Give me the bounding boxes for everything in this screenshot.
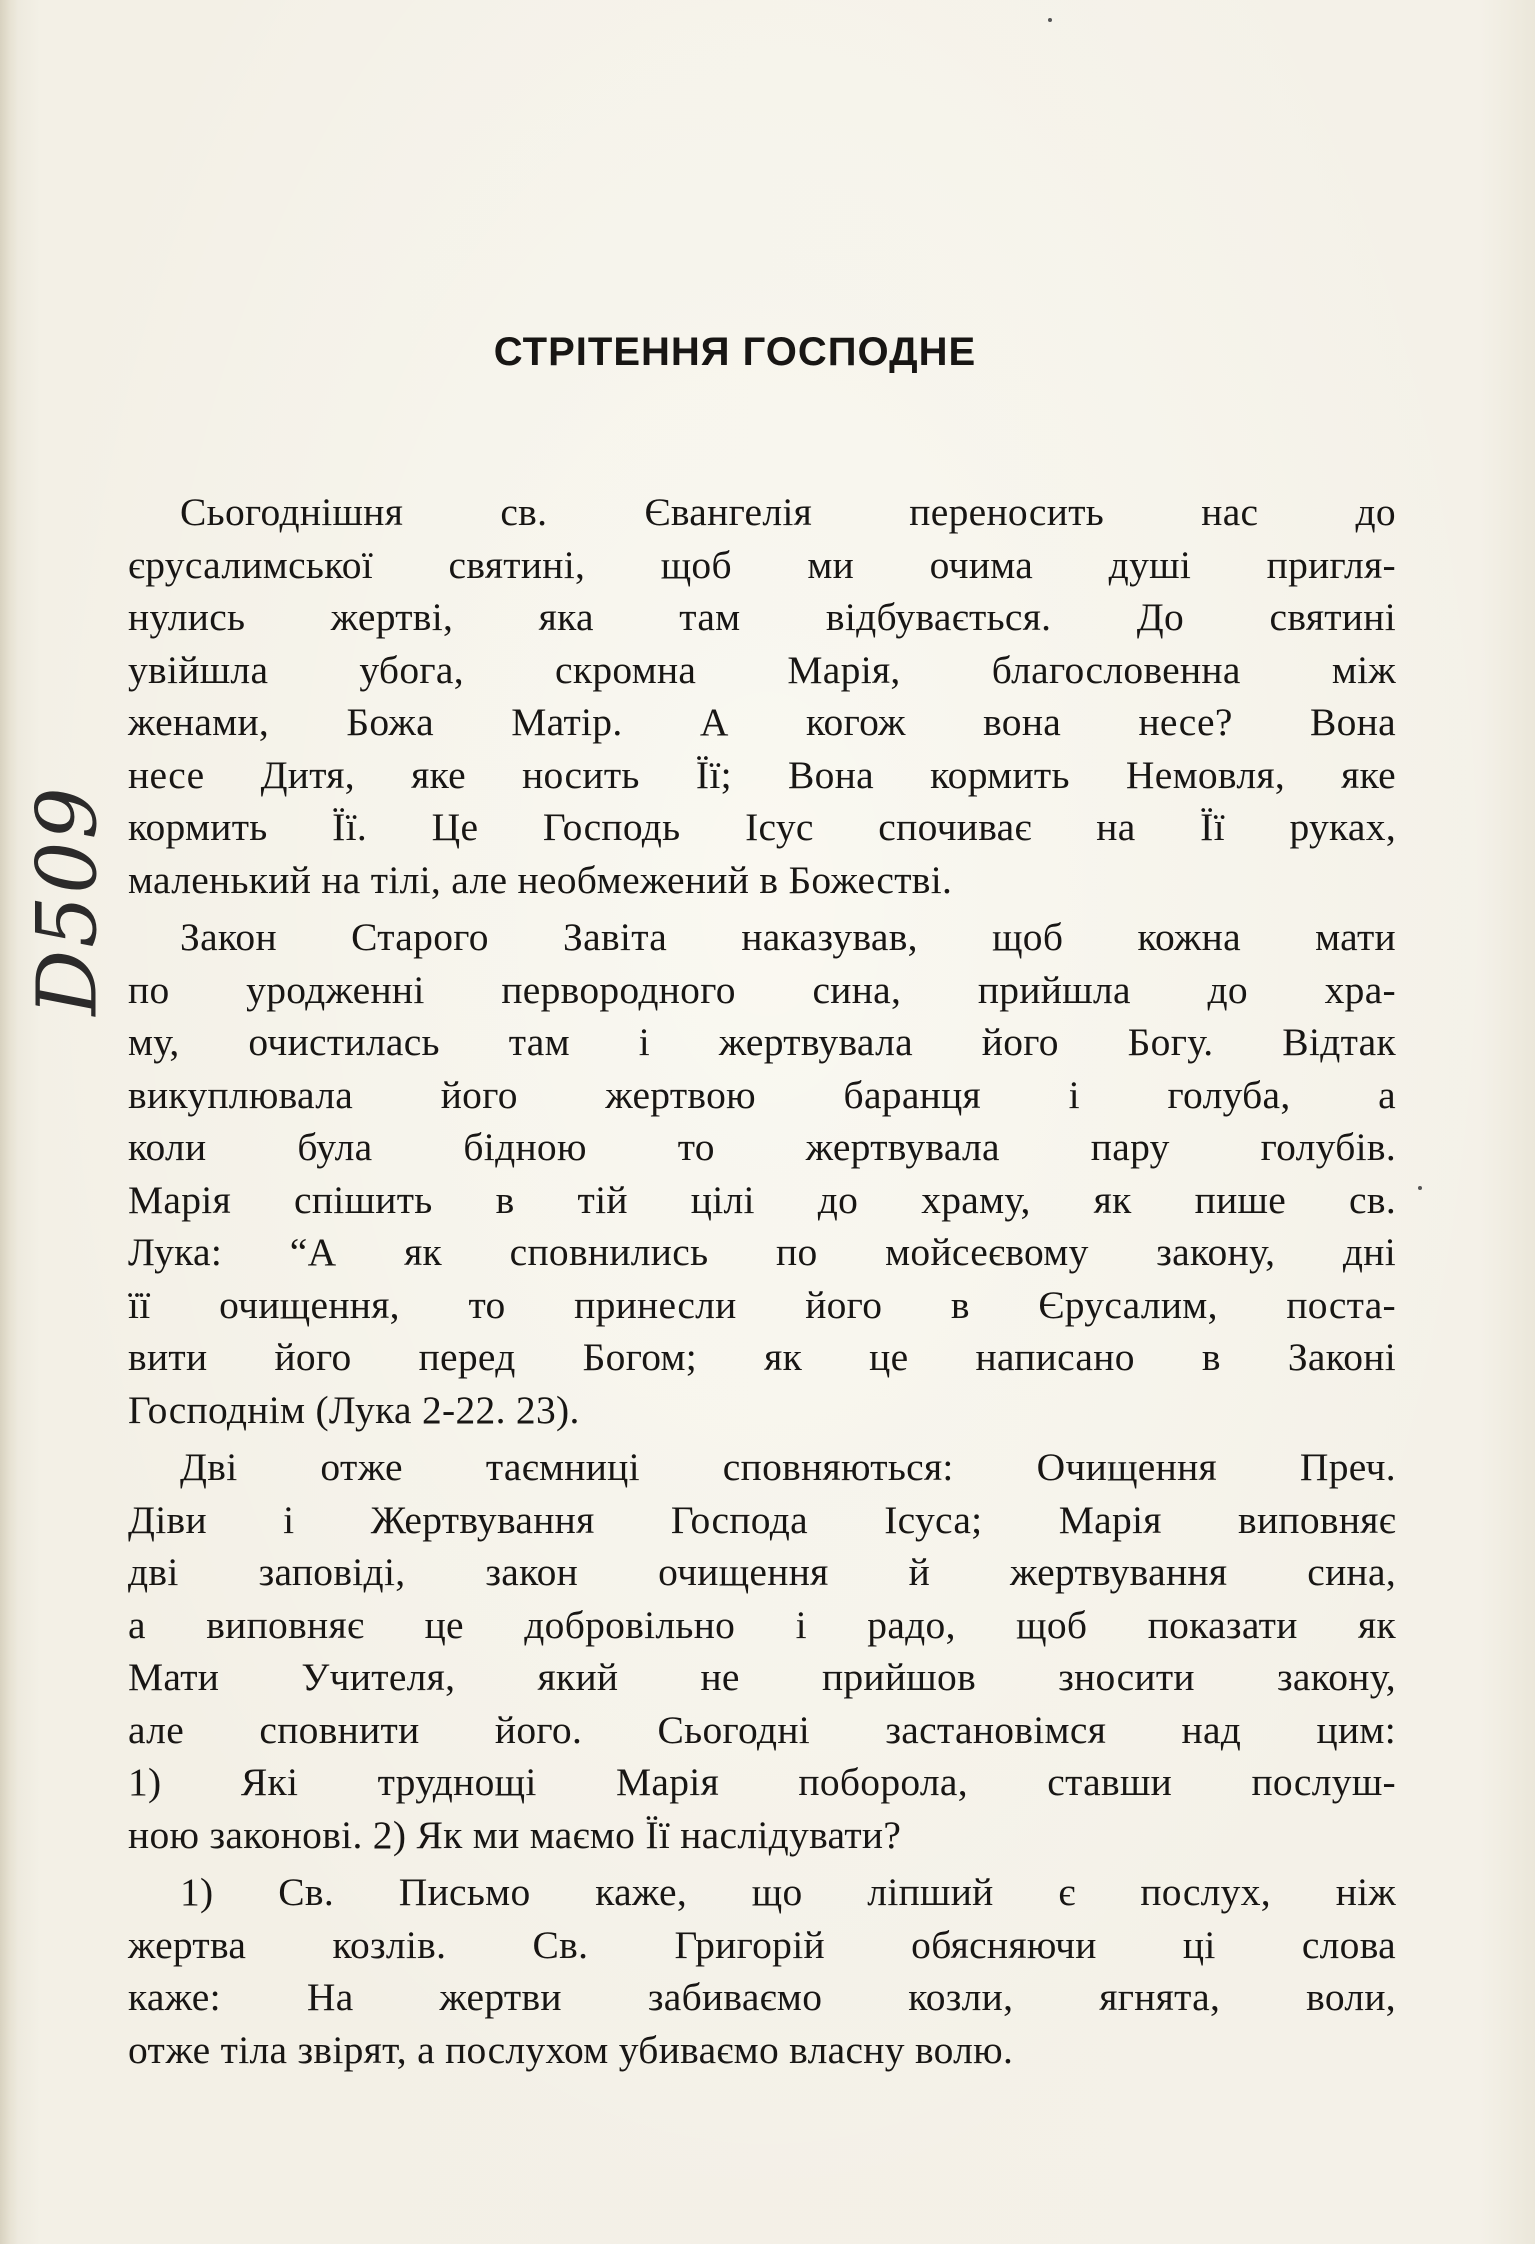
text-line: Закон Старого Завіта наказував, щоб кожна мати <box>180 915 1396 959</box>
paragraph <box>128 1866 1396 2076</box>
text-line: по уродженні первородного сина, прийшла до хра- <box>128 967 1396 1012</box>
text-line: нулись жертві, яка там відбувається. До святині <box>128 595 1396 639</box>
margin-note-text: D509 <box>20 784 116 1016</box>
text-line: коли була бідною то жертвувала пару голубів. <box>128 1125 1396 1169</box>
text-line: Мати Учителя, який не прийшов зносити закону, <box>128 1655 1396 1699</box>
text-line: викуплювала його жертвою баранця і голуба, а <box>128 1072 1396 1117</box>
text-line: Діви і Жертвування Господа Ісуса; Марія виповняє <box>128 1497 1396 1542</box>
text-line: дві заповіді, закон очищення й жертвування сина, <box>128 1550 1396 1594</box>
handwritten-margin-note <box>18 740 118 1060</box>
text-line: але сповнити його. Сьогодні застановімся над цим: <box>128 1707 1396 1752</box>
text-line: Сьогоднішня св. Євангелія переносить нас до <box>180 490 1396 534</box>
page-title: СТРІТЕННЯ ГОСПОДНЕ <box>493 330 977 374</box>
text-line: отже тіла звірят, а послухом убиваємо власну волю. <box>128 2027 1014 2072</box>
text-line: а виповняє це добровільно і радо, щоб показати як <box>128 1602 1396 1647</box>
text-line: несе Дитя, яке носить Її; Вона кормить Немовля, яке <box>128 752 1396 797</box>
speck <box>1418 1186 1422 1190</box>
text-line: 1) Св. Письмо каже, що ліпший є послух, ніж <box>180 1870 1396 1914</box>
text-line: її очищення, то принесли його в Єрусалим, поста- <box>128 1282 1396 1327</box>
text-line: 1) Які труднощі Марія поборола, ставши послуш- <box>128 1760 1396 1804</box>
paragraph <box>128 486 1396 906</box>
text-line: ною законові. 2) Як ми маємо Її наслідувати? <box>128 1812 902 1857</box>
document-body <box>128 486 1396 2081</box>
text-line: кормить Її. Це Господь Ісус спочиває на Її руках, <box>128 805 1396 849</box>
speck <box>1048 18 1052 22</box>
text-line: Марія спішить в тій цілі до храму, як пише св. <box>128 1177 1396 1222</box>
text-line: му, очистилась там і жертвувала його Богу. Відтак <box>128 1020 1396 1064</box>
text-line: жертва козлів. Св. Григорій обясняючи ці слова <box>128 1922 1396 1967</box>
text-line: Дві отже таємниці сповняються: Очищення Преч. <box>180 1445 1396 1489</box>
text-line: увійшла убога, скромна Марія, благословенна між <box>128 647 1396 692</box>
text-line: вити його перед Богом; як це написано в Законі <box>128 1335 1396 1379</box>
text-line: маленький на тілі, але необмежений в Божестві. <box>128 857 953 902</box>
paragraph <box>128 1441 1396 1861</box>
text-line: каже: На жертви забиваємо козли, ягнята, воли, <box>128 1975 1396 2019</box>
text-line: єрусалимської святині, щоб ми очима душі пригля- <box>128 542 1396 587</box>
paragraph <box>128 911 1396 1436</box>
text-line: Лука: “А як сповнились по мойсеєвому закону, дні <box>128 1230 1396 1274</box>
text-line: Господнім (Лука 2-22. 23). <box>128 1387 580 1432</box>
text-line: женами, Божа Матір. А когож вона несе? Вона <box>128 700 1396 744</box>
